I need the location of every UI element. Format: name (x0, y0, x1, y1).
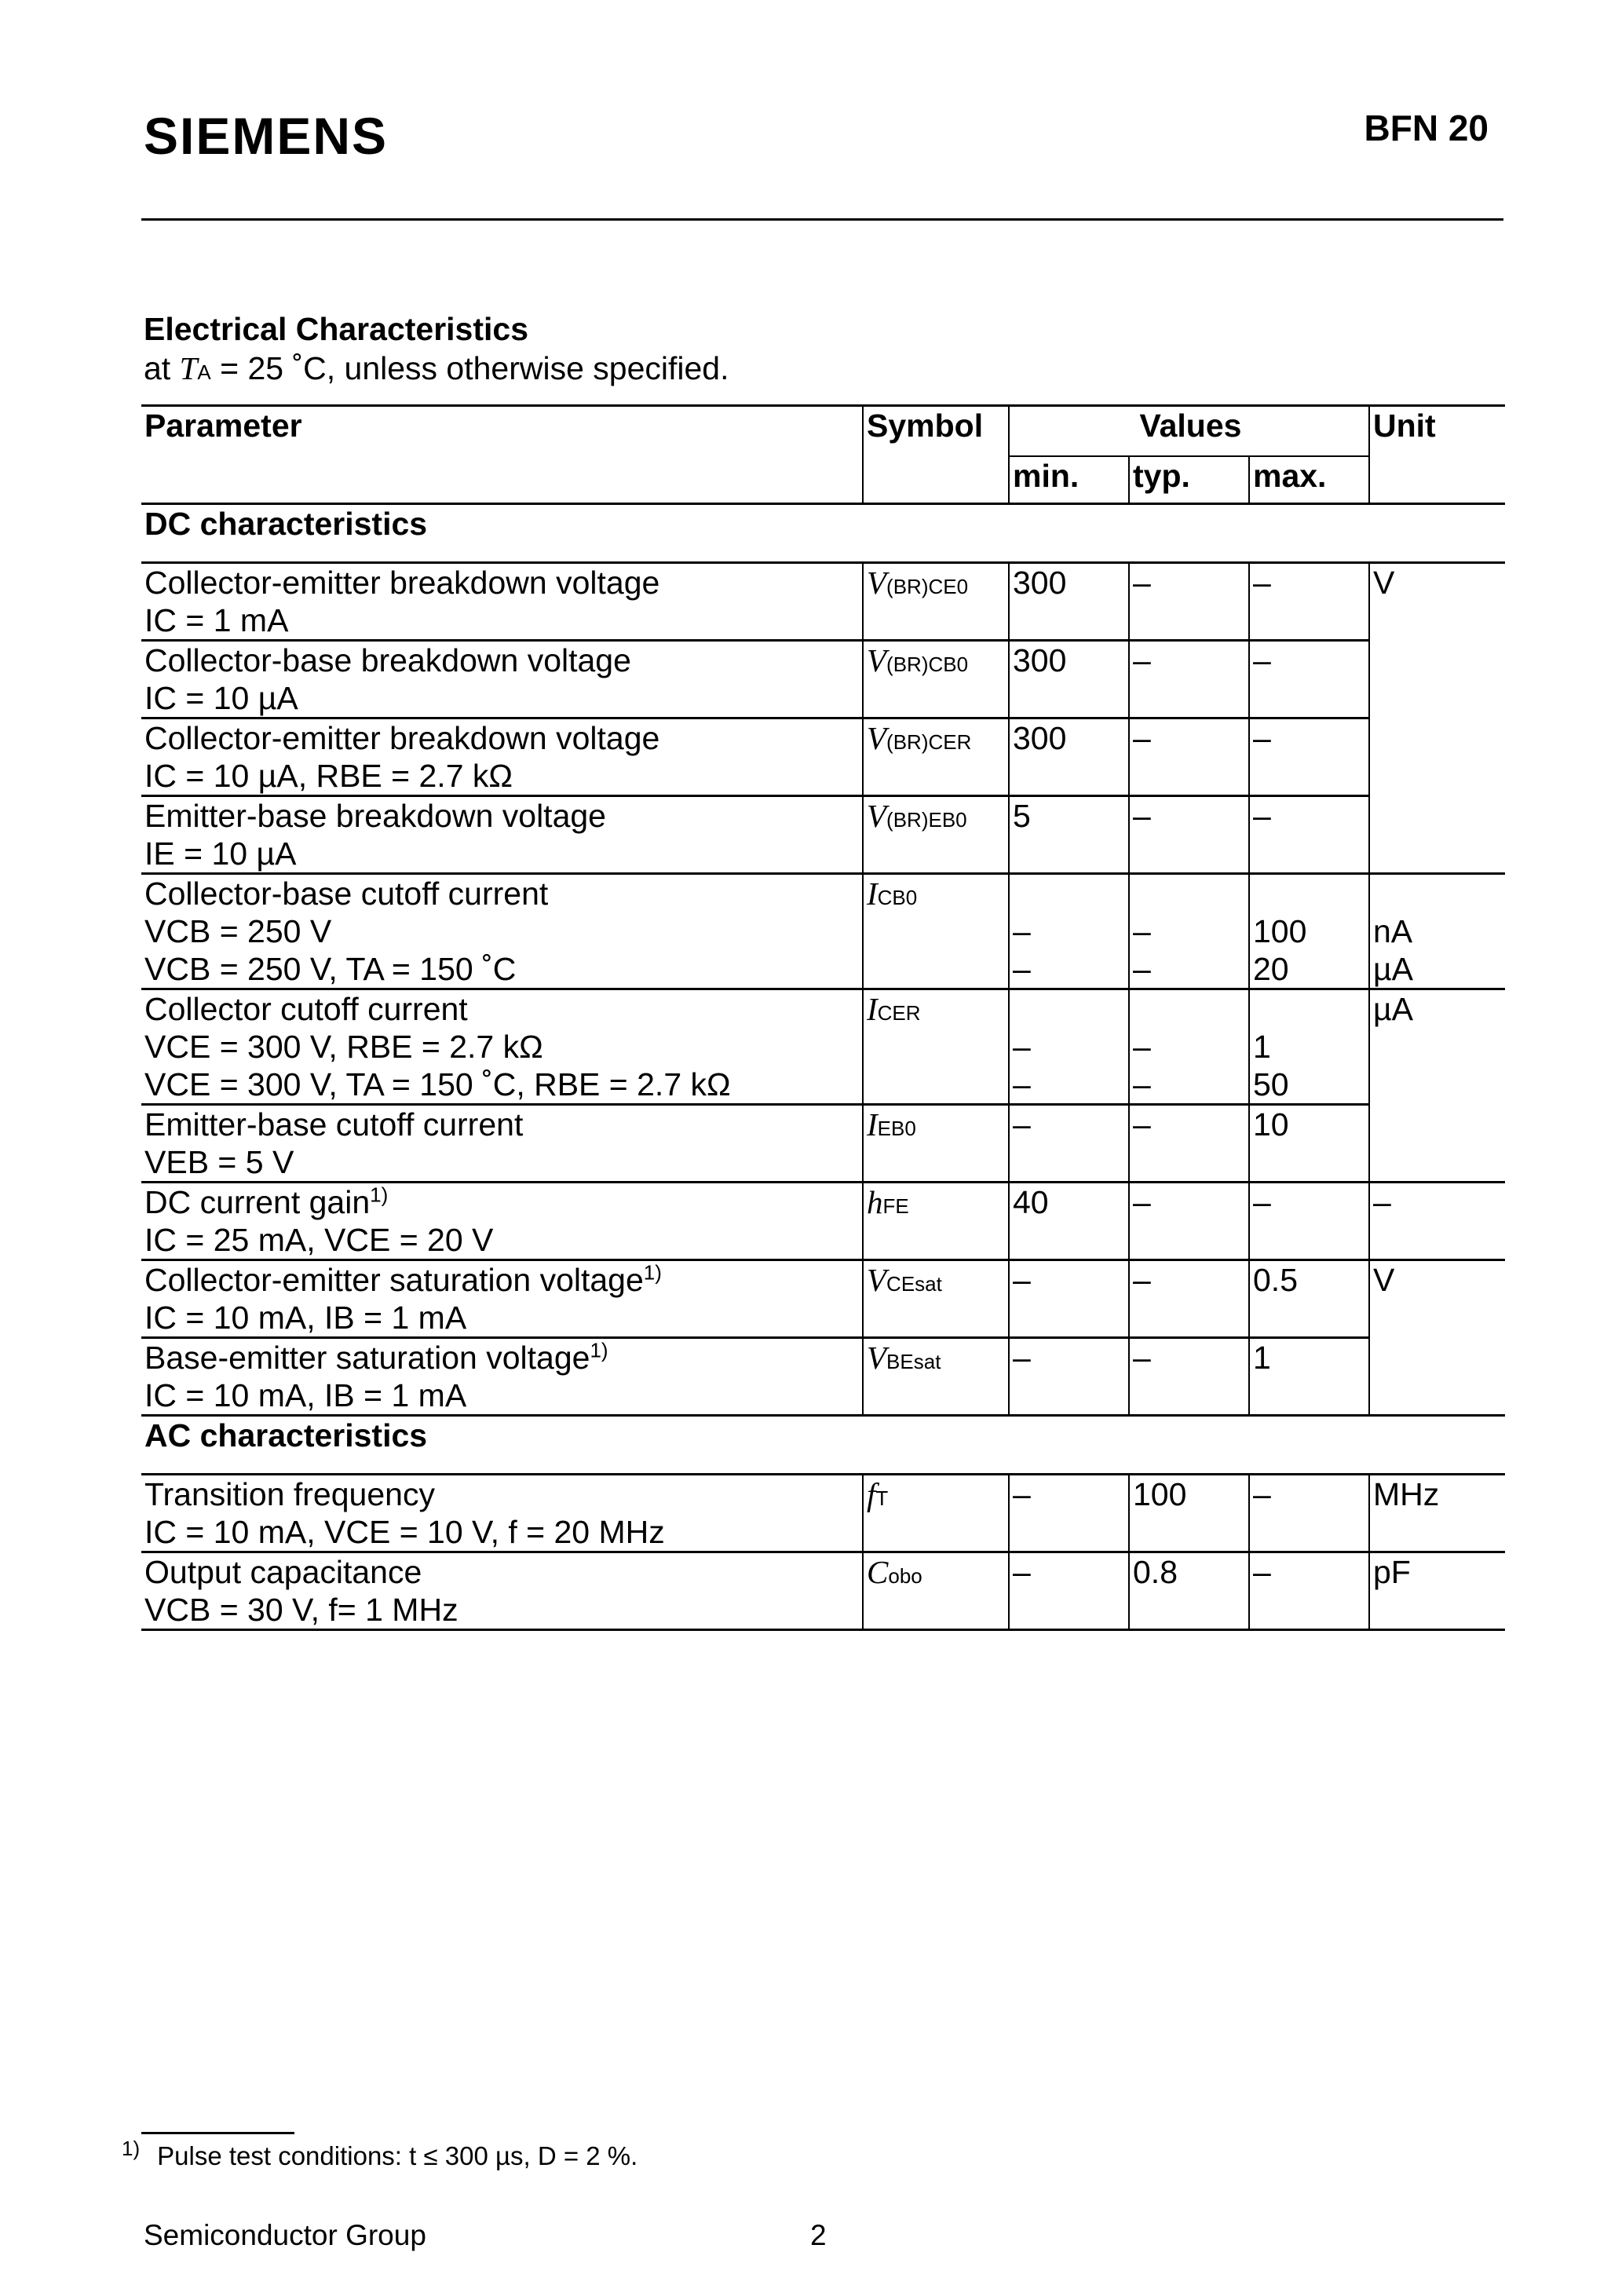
symbol-cell (863, 718, 1009, 796)
param-name: Collector-emitter breakdown voltage (144, 720, 660, 756)
symbol-subscript: (BR)CER (886, 730, 972, 754)
footnote-ref: 1) (643, 1260, 662, 1285)
symbol-subscript: T (875, 1486, 889, 1510)
typ-cell: 100 (1129, 1475, 1249, 1552)
section-subtitle (144, 349, 729, 388)
param-cell (141, 641, 863, 718)
footnote-marker: 1) (122, 2137, 141, 2160)
param-cell (141, 989, 863, 1105)
table-row (141, 1338, 1505, 1416)
max-cell: – (1249, 1183, 1369, 1260)
symbol-cell (863, 1338, 1009, 1416)
value: 50 (1253, 1066, 1289, 1102)
symbol-subscript: CER (877, 1001, 921, 1025)
value: – (1133, 1029, 1151, 1065)
typ-cell: – (1129, 1260, 1249, 1338)
value: 100 (1253, 913, 1307, 949)
symbol-letter: f (867, 1476, 876, 1512)
param-name: Base-emitter saturation voltage (144, 1340, 590, 1376)
page-number: 2 (810, 2219, 827, 2251)
max-cell: – (1249, 796, 1369, 874)
param-condition: IC = 10 mA, IB = 1 mA (144, 1377, 467, 1413)
max-cell: 10 (1249, 1105, 1369, 1183)
value: 20 (1253, 951, 1289, 987)
table-row (141, 1475, 1505, 1552)
section-title: Electrical Characteristics (144, 311, 528, 347)
unit-cell: V (1369, 563, 1505, 874)
value: – (1133, 1066, 1151, 1102)
typ-cell: – (1129, 563, 1249, 641)
symbol-subscript: obo (888, 1564, 922, 1588)
param-name: Emitter-base cutoff current (144, 1106, 524, 1143)
table-row (141, 1552, 1505, 1630)
header-symbol: Symbol (863, 406, 1009, 504)
symbol-letter: V (867, 642, 887, 678)
min-cell: – (1009, 1552, 1129, 1630)
symbol-letter: V (867, 565, 887, 601)
max-cell: – (1249, 563, 1369, 641)
symbol-cell (863, 1475, 1009, 1552)
param-name: DC current gain (144, 1184, 371, 1220)
param-condition: VCE = 300 V, TA = 150 ˚C, RBE = 2.7 kΩ (144, 1066, 731, 1102)
min-cell: – (1009, 1260, 1129, 1338)
max-cell: – (1249, 1475, 1369, 1552)
param-name: Emitter-base breakdown voltage (144, 798, 606, 834)
param-cell (141, 718, 863, 796)
symbol-subscript: BEsat (886, 1350, 941, 1373)
subtitle-subscript: A (197, 360, 211, 384)
table-row (141, 1260, 1505, 1338)
value: – (1013, 1066, 1031, 1102)
typ-cell: 0.8 (1129, 1552, 1249, 1630)
param-condition: IC = 10 µA, RBE = 2.7 kΩ (144, 758, 513, 794)
typ-cell: – (1129, 1338, 1249, 1416)
symbol-letter: V (867, 798, 887, 834)
header-parameter: Parameter (141, 406, 863, 504)
param-condition: VCE = 300 V, RBE = 2.7 kΩ (144, 1029, 543, 1065)
symbol-subscript: CEsat (886, 1272, 942, 1296)
symbol-cell (863, 1183, 1009, 1260)
param-condition: IC = 10 mA, IB = 1 mA (144, 1300, 467, 1336)
typ-cell (1129, 874, 1249, 989)
symbol-cell (863, 796, 1009, 874)
symbol-letter: C (867, 1554, 889, 1590)
param-name: Collector cutoff current (144, 991, 468, 1027)
footer-company: Semiconductor Group (144, 2219, 426, 2251)
param-name: Transition frequency (144, 1476, 435, 1512)
symbol-subscript: (BR)EB0 (886, 808, 967, 832)
param-name: Collector-emitter saturation voltage (144, 1262, 644, 1298)
table-row (141, 796, 1505, 874)
max-cell: 0.5 (1249, 1260, 1369, 1338)
max-cell: – (1249, 1552, 1369, 1630)
symbol-cell (863, 563, 1009, 641)
header-typ: typ. (1129, 456, 1249, 504)
header-divider (141, 218, 1503, 221)
param-condition: IC = 1 mA (144, 602, 289, 638)
param-cell (141, 1260, 863, 1338)
header-min: min. (1009, 456, 1129, 504)
min-cell: 300 (1009, 718, 1129, 796)
max-cell (1249, 989, 1369, 1105)
value: 1 (1253, 1029, 1271, 1065)
param-cell (141, 1183, 863, 1260)
param-cell (141, 1475, 863, 1552)
param-condition: IC = 10 mA, VCE = 10 V, f = 20 MHz (144, 1514, 665, 1550)
table-row (141, 641, 1505, 718)
table-row (141, 989, 1505, 1105)
param-condition: VEB = 5 V (144, 1144, 294, 1180)
dc-section-title: DC characteristics (141, 504, 1505, 563)
max-cell: 1 (1249, 1338, 1369, 1416)
value: – (1133, 951, 1151, 987)
min-cell: 300 (1009, 641, 1129, 718)
symbol-letter: V (867, 1262, 887, 1298)
characteristics-table (141, 404, 1505, 1631)
subtitle-prefix: at (144, 350, 180, 386)
table-row (141, 1105, 1505, 1183)
param-cell (141, 796, 863, 874)
footnote-ref: 1) (590, 1338, 608, 1362)
param-cell (141, 563, 863, 641)
min-cell: 300 (1009, 563, 1129, 641)
min-cell: – (1009, 1338, 1129, 1416)
max-cell: – (1249, 641, 1369, 718)
header-max: max. (1249, 456, 1369, 504)
footnote-text: Pulse test conditions: t ≤ 300 µs, D = 2 %. (157, 2141, 638, 2170)
header-values: Values (1009, 406, 1369, 457)
symbol-subscript: EB0 (877, 1117, 916, 1140)
param-condition: VCB = 250 V, TA = 150 ˚C (144, 951, 517, 987)
typ-cell: – (1129, 1183, 1249, 1260)
param-name: Collector-emitter breakdown voltage (144, 565, 660, 601)
typ-cell (1129, 989, 1249, 1105)
param-name: Output capacitance (144, 1554, 422, 1590)
param-name-line (144, 1261, 862, 1299)
unit-cell: – (1369, 1183, 1505, 1260)
param-condition: VCB = 250 V (144, 913, 332, 949)
symbol-cell (863, 641, 1009, 718)
ac-section-title: AC characteristics (141, 1416, 1505, 1475)
subtitle-rest: = 25 ˚C, unless otherwise specified. (210, 350, 729, 386)
value: – (1013, 1029, 1031, 1065)
unit-cell: µA (1369, 989, 1505, 1183)
param-condition: IE = 10 µA (144, 835, 297, 872)
min-cell: 40 (1009, 1183, 1129, 1260)
table-row (141, 718, 1505, 796)
max-cell: – (1249, 718, 1369, 796)
symbol-subscript: (BR)CE0 (886, 575, 969, 598)
param-name: Collector-base breakdown voltage (144, 642, 631, 678)
param-condition: VCB = 30 V, f= 1 MHz (144, 1592, 458, 1628)
table-row (141, 563, 1505, 641)
symbol-cell (863, 1552, 1009, 1630)
param-cell (141, 874, 863, 989)
unit-value: nA (1373, 913, 1413, 949)
symbol-cell (863, 1260, 1009, 1338)
min-cell: 5 (1009, 796, 1129, 874)
siemens-logo: SIEMENS (144, 107, 389, 165)
unit-cell: MHz (1369, 1475, 1505, 1552)
header-unit: Unit (1369, 406, 1505, 504)
param-name-line (144, 1339, 862, 1377)
max-cell (1249, 874, 1369, 989)
value: – (1013, 913, 1031, 949)
param-cell (141, 1338, 863, 1416)
footnote-divider (141, 2132, 294, 2134)
min-cell: – (1009, 1105, 1129, 1183)
unit-value: µA (1373, 951, 1413, 987)
param-condition: IC = 10 µA (144, 680, 298, 716)
symbol-cell (863, 1105, 1009, 1183)
table-row (141, 874, 1505, 989)
param-name: Collector-base cutoff current (144, 876, 549, 912)
symbol-cell (863, 874, 1009, 989)
table-row (141, 1183, 1505, 1260)
symbol-cell (863, 989, 1009, 1105)
footnote (122, 2136, 637, 2174)
footnote-ref: 1) (370, 1183, 389, 1207)
typ-cell: – (1129, 718, 1249, 796)
typ-cell: – (1129, 796, 1249, 874)
symbol-letter: V (867, 720, 887, 756)
param-cell (141, 1552, 863, 1630)
typ-cell: – (1129, 1105, 1249, 1183)
unit-cell (1369, 874, 1505, 989)
symbol-letter: I (867, 1106, 878, 1143)
symbol-letter: h (867, 1184, 883, 1220)
min-cell (1009, 874, 1129, 989)
unit-cell: V (1369, 1260, 1505, 1416)
unit-cell: pF (1369, 1552, 1505, 1630)
min-cell: – (1009, 1475, 1129, 1552)
symbol-subscript: CB0 (877, 886, 918, 909)
typ-cell: – (1129, 641, 1249, 718)
symbol-subscript: (BR)CB0 (886, 653, 969, 676)
value: – (1133, 913, 1151, 949)
min-cell (1009, 989, 1129, 1105)
value: – (1013, 951, 1031, 987)
symbol-letter: I (867, 991, 878, 1027)
param-name-line (144, 1183, 862, 1221)
subtitle-symbol: T (179, 350, 198, 386)
part-number: BFN 20 (1364, 108, 1489, 148)
symbol-letter: I (867, 876, 878, 912)
symbol-subscript: FE (882, 1194, 909, 1218)
symbol-letter: V (867, 1340, 887, 1376)
param-condition: IC = 25 mA, VCE = 20 V (144, 1222, 494, 1258)
param-cell (141, 1105, 863, 1183)
